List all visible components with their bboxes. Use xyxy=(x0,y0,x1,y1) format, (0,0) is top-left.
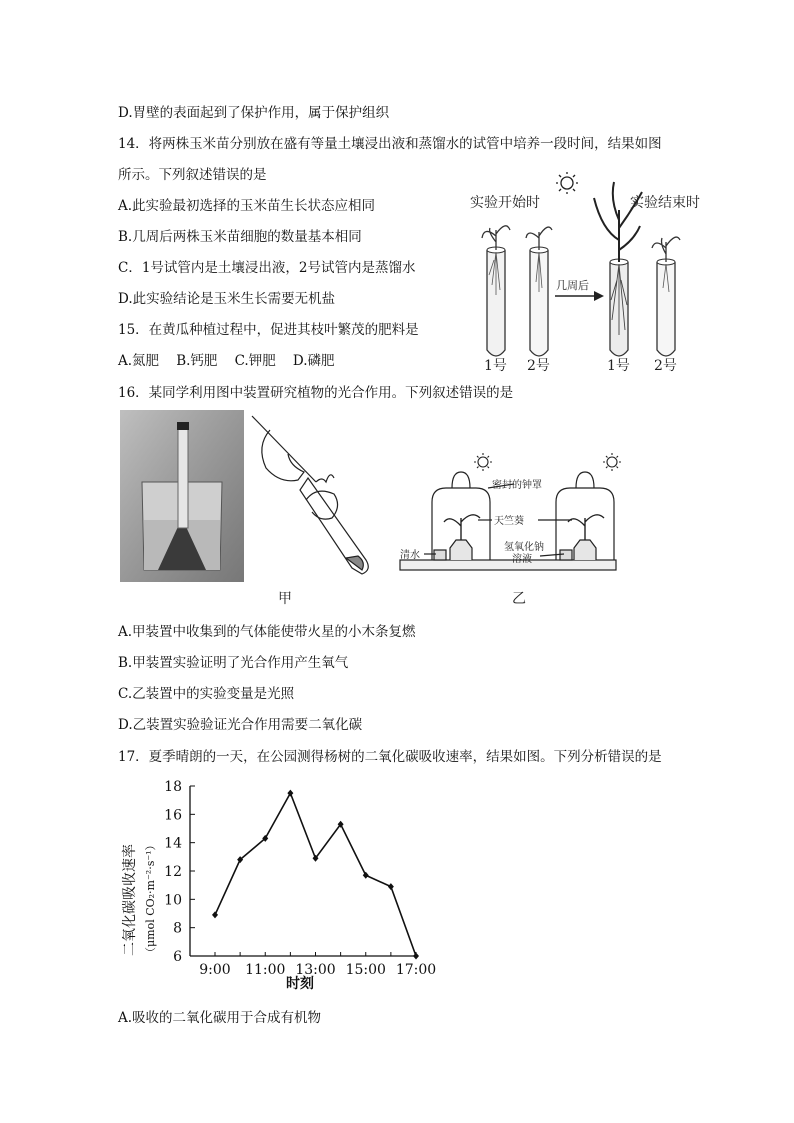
q14-option-d: D.此实验结论是玉米生长需要无机盐 xyxy=(118,291,336,307)
q16-option-d: D.乙装置实验验证光合作用需要二氧化碳 xyxy=(118,717,363,733)
tube-1-end-label: 1号 xyxy=(607,358,630,374)
naoh-label-line1: 氢氧化钠 xyxy=(504,542,544,553)
data-point xyxy=(388,883,394,890)
q14-option-b: B.几周后两株玉米苗细胞的数量基本相同 xyxy=(118,229,362,245)
q14-figure xyxy=(462,170,714,376)
tube-2-end-label: 2号 xyxy=(654,358,677,374)
water-label: 清水 xyxy=(400,550,420,561)
start-label: 实验开始时 xyxy=(470,195,540,211)
beaker-photo xyxy=(120,410,244,582)
jia-label: 甲 xyxy=(278,591,292,607)
geranium-label: 天竺葵 xyxy=(494,516,524,527)
data-point xyxy=(363,872,369,879)
naoh-label-line2: 溶液 xyxy=(512,554,532,565)
y-tick-label: 10 xyxy=(164,892,182,909)
y-tick-label: 16 xyxy=(164,807,182,824)
arrow-label: 几周后 xyxy=(556,279,589,292)
q14-option-a: A.此实验最初选择的玉米苗生长状态应相同 xyxy=(118,198,376,214)
sun-icon xyxy=(556,172,578,194)
q15-stem: 15．在黄瓜种植过程中，促进其枝叶繁茂的肥料是 xyxy=(118,322,419,338)
tube-2-label: 2号 xyxy=(527,358,550,374)
tube-1-label: 1号 xyxy=(484,358,507,374)
y-tick-label: 8 xyxy=(173,920,182,937)
y-axis-label: 二氧化碳吸收速率 xyxy=(122,844,138,956)
q14-stem-line2: 所示。下列叙述错误的是 xyxy=(118,167,267,183)
series-line xyxy=(215,793,416,956)
x-tick-label: 15:00 xyxy=(345,962,386,978)
yi-label: 乙 xyxy=(512,591,526,607)
x-tick-label: 9:00 xyxy=(199,962,231,978)
y-tick-label: 14 xyxy=(164,835,182,852)
y-axis-unit: （μmol CO₂·m⁻²·s⁻¹） xyxy=(144,839,157,958)
x-tick-label: 13:00 xyxy=(295,962,336,978)
x-tick-label: 17:00 xyxy=(395,962,437,978)
q16-figure xyxy=(120,410,630,610)
bell-jar-label: 密封的钟罩 xyxy=(492,480,542,491)
q17-option-a: A.吸收的二氧化碳用于合成有机物 xyxy=(118,1010,322,1026)
q16-option-c: C.乙装置中的实验变量是光照 xyxy=(118,686,295,702)
q17-stem: 17．夏季晴朗的一天，在公园测得杨树的二氧化碳吸收速率，结果如图。下列分析错误的是 xyxy=(118,749,662,765)
co2-absorption-chart xyxy=(118,770,448,1000)
q16-stem: 16．某同学利用图中装置研究植物的光合作用。下列叙述错误的是 xyxy=(118,385,514,401)
end-label: 实验结束时 xyxy=(630,195,700,211)
x-tick-label: 11:00 xyxy=(245,962,286,978)
y-tick-label: 12 xyxy=(164,864,182,880)
tube-2-end xyxy=(652,237,680,356)
sun-icon xyxy=(603,453,621,471)
q15-options: A.氮肥 B.钙肥 C.钾肥 D.磷肥 xyxy=(118,353,335,369)
plot-area xyxy=(164,779,436,978)
x-axis-label: 时刻 xyxy=(286,976,314,992)
q13-option-d: D.胃壁的表面起到了保护作用，属于保护组织 xyxy=(118,105,390,121)
tube-1-start xyxy=(482,226,510,356)
hand-test-tube-drawing xyxy=(252,416,368,574)
y-axis-title xyxy=(121,839,157,958)
sun-icon xyxy=(474,453,492,471)
tube-2-start xyxy=(526,227,552,356)
q14-stem-line1: 14．将两株玉米苗分别放在盛有等量土壤浸出液和蒸馏水的试管中培养一段时间，结果如图 xyxy=(118,136,662,152)
q16-option-a: A.甲装置中收集到的气体能使带火星的小木条复燃 xyxy=(118,624,416,640)
q16-option-b: B.甲装置实验证明了光合作用产生氧气 xyxy=(118,655,349,671)
y-tick-label: 6 xyxy=(173,949,182,965)
y-tick-label: 18 xyxy=(164,779,182,795)
data-point xyxy=(212,911,218,918)
q14-option-c: C．1号试管内是土壤浸出液，2号试管内是蒸馏水 xyxy=(118,260,416,276)
data-point xyxy=(413,953,419,960)
